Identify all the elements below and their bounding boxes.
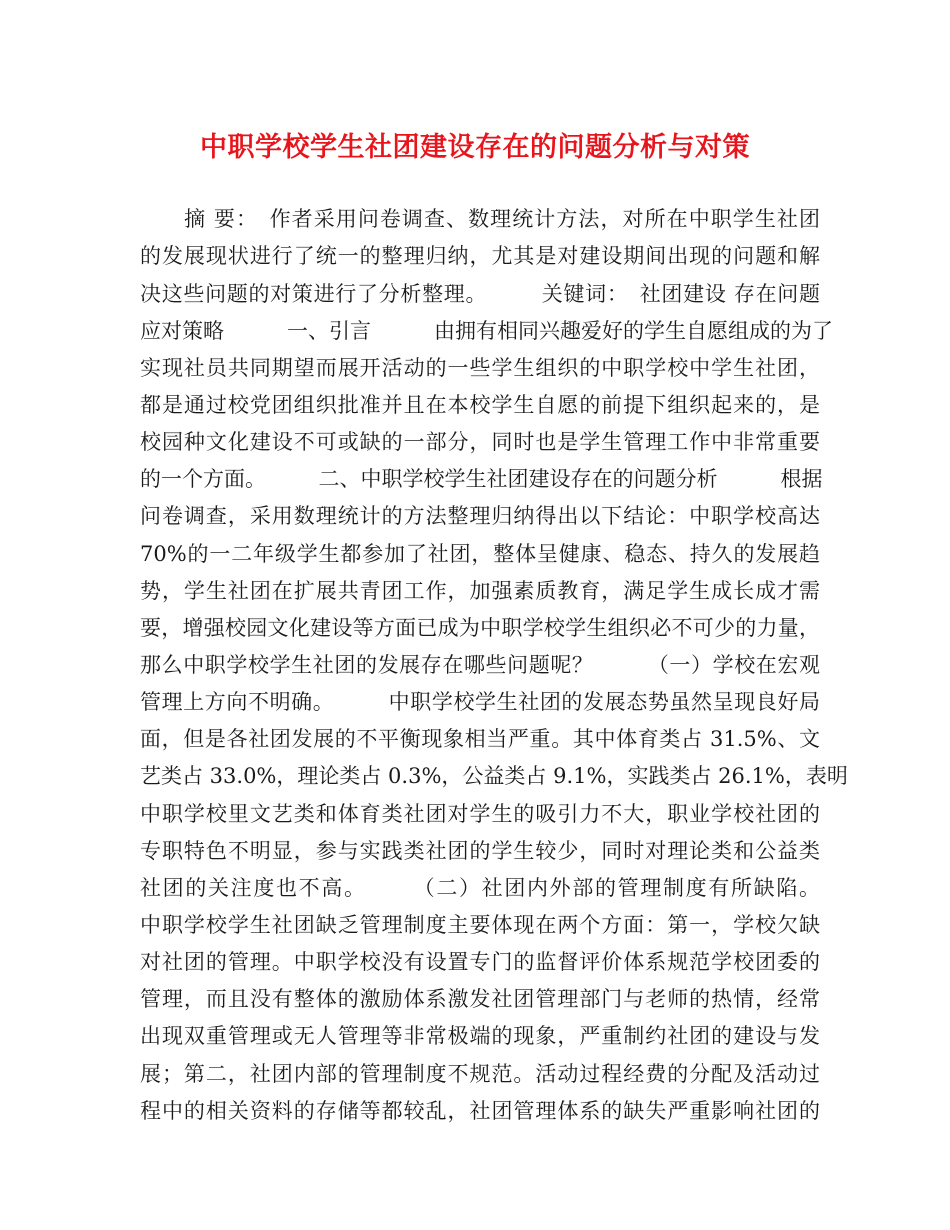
body-line: 实现社员共同期望而展开活动的一些学生组织的中职学校中学生社团， bbox=[140, 356, 820, 380]
body-line: 管理上方向不明确。 中职学校学生社团的发展态势虽然呈现良好局 bbox=[140, 690, 820, 714]
body-line: 的发展现状进行了统一的整理归纳，尤其是对建设期间出现的问题和解 bbox=[140, 244, 820, 268]
body-line: 势，学生社团在扩展共青团工作，加强素质教育，满足学生成长成才需 bbox=[140, 579, 820, 603]
body-line: 的一个方面。 二、中职学校学生社团建设存在的问题分析 根据 bbox=[140, 467, 823, 491]
body-line: 校园种文化建设不可或缺的一部分，同时也是学生管理工作中非常重要 bbox=[140, 430, 820, 454]
body-line: 管理，而且没有整体的激励体系激发社团管理部门与老师的热情，经常 bbox=[140, 987, 820, 1011]
document-title: 中职学校学生社团建设存在的问题分析与对策 bbox=[200, 132, 750, 163]
body-line: 中职学校学生社团缺乏管理制度主要体现在两个方面：第一，学校欠缺 bbox=[140, 913, 820, 937]
body-line: 应对策略 一、引言 由拥有相同兴趣爱好的学生自愿组成的为了 bbox=[140, 319, 833, 343]
body-line: 对社团的管理。中职学校没有设置专门的监督评价体系规范学校团委的 bbox=[140, 950, 820, 974]
body-line: 70%的一二年级学生都参加了社团，整体呈健康、稳态、持久的发展趋 bbox=[140, 542, 820, 566]
body-line: 面，但是各社团发展的不平衡现象相当严重。其中体育类占 31.5%、文 bbox=[140, 727, 820, 751]
body-line: 问卷调查，采用数理统计的方法整理归纳得出以下结论：中职学校高达 bbox=[140, 504, 820, 528]
body-line: 那么中职学校学生社团的发展存在哪些问题呢？ （一）学校在宏观 bbox=[140, 653, 820, 677]
body-line: 社团的关注度也不高。 （二）社团内外部的管理制度有所缺陷。 bbox=[140, 876, 820, 900]
body-line: 专职特色不明显，参与实践类社团的学生较少，同时对理论类和公益类 bbox=[140, 839, 820, 863]
body-line: 要，增强校园文化建设等方面已成为中职学校学生组织必不可少的力量， bbox=[140, 616, 820, 640]
body-line: 程中的相关资料的存储等都较乱，社团管理体系的缺失严重影响社团的 bbox=[140, 1099, 820, 1123]
body-line: 都是通过校党团组织批准并且在本校学生自愿的前提下组织起来的，是 bbox=[140, 393, 820, 417]
body-line: 艺类占 33.0%，理论类占 0.3%，公益类占 9.1%，实践类占 26.1%，表明 bbox=[140, 764, 848, 788]
body-line: 中职学校里文艺类和体育类社团对学生的吸引力不大，职业学校社团的 bbox=[140, 802, 820, 826]
body-line: 摘 要： 作者采用问卷调查、数理统计方法，对所在中职学生社团 bbox=[140, 207, 820, 231]
body-line: 展；第二，社团内部的管理制度不规范。活动过程经费的分配及活动过 bbox=[140, 1062, 820, 1086]
body-line: 出现双重管理或无人管理等非常极端的现象，严重制约社团的建设与发 bbox=[140, 1024, 820, 1048]
body-line: 决这些问题的对策进行了分析整理。 关键词： 社团建设 存在问题 bbox=[140, 282, 820, 306]
